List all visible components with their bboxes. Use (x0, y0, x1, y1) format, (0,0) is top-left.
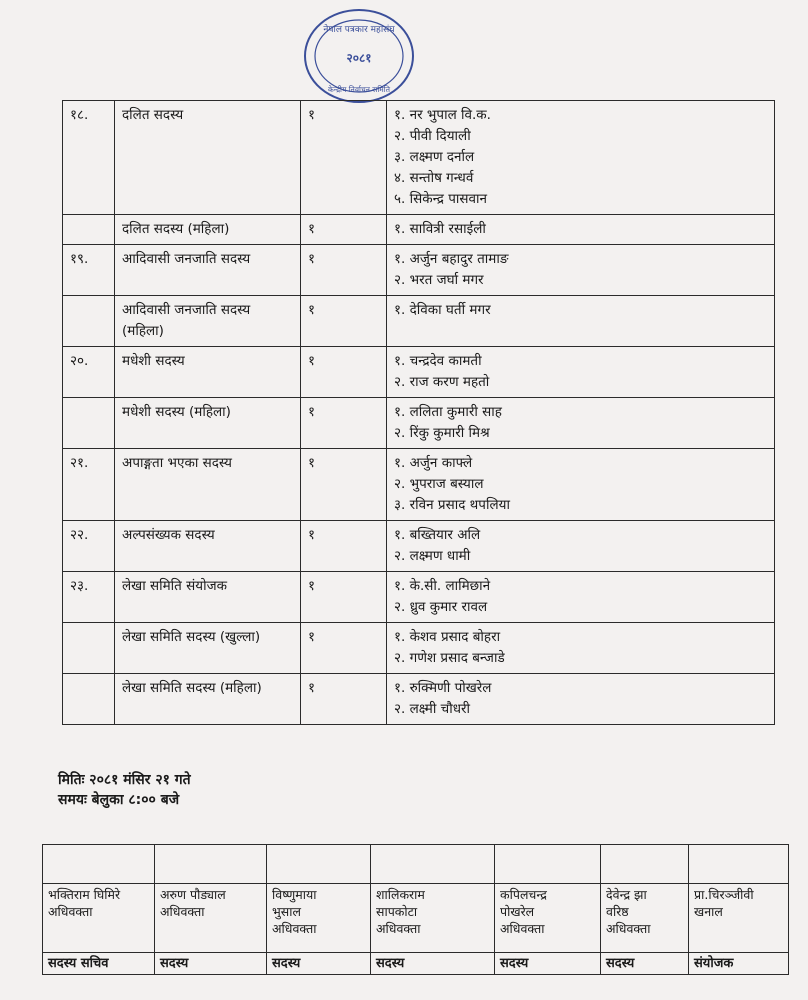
post-cell: लेखा समिति सदस्य (खुल्ला) (115, 623, 301, 674)
seat-count-cell: १ (301, 245, 387, 296)
serial-number-cell: १९. (63, 245, 115, 296)
members-cell (387, 296, 775, 347)
signatory-name-line: अधिवक्ता (272, 921, 317, 936)
members-cell (387, 521, 775, 572)
signature-row (43, 845, 789, 884)
member-name: ३. रविन प्रसाद थपलिया (394, 497, 510, 513)
signatory-role-cell: संयोजक (689, 953, 789, 975)
signatory-name-line: कपिलचन्द्र (500, 887, 547, 902)
member-name: २. ध्रुव कुमार रावल (394, 599, 488, 615)
member-name: १. सावित्री रसाईली (394, 221, 486, 237)
signatory-name-cell (495, 884, 601, 953)
member-name: १. बख्तियार अलि (394, 527, 481, 543)
member-name: २. राज करण महतो (394, 374, 490, 390)
members-cell (387, 449, 775, 521)
member-name: १. ललिता कुमारी साह (394, 404, 502, 420)
seat-count-cell: १ (301, 398, 387, 449)
member-name: २. भुपराज बस्याल (394, 476, 484, 492)
member-name: १. रुक्मिणी पोखरेल (394, 680, 492, 696)
signatory-names-row (43, 884, 789, 953)
signatory-name-line: खनाल (694, 904, 723, 919)
members-cell (387, 398, 775, 449)
post-cell: दलित सदस्य (115, 101, 301, 215)
candidate-table (62, 100, 775, 725)
signatory-name-line: भुसाल (272, 904, 301, 919)
seal-center-text: २०८१ (346, 51, 372, 65)
table-row (63, 572, 775, 623)
member-name: २. गणेश प्रसाद बन्जाडे (394, 650, 505, 666)
signatory-name-line: अधिवक्ता (376, 921, 421, 936)
signatory-roles-row (43, 953, 789, 975)
seal-stamp (300, 6, 418, 106)
signatory-name-line: अधिवक्ता (48, 904, 93, 919)
serial-number-cell (63, 296, 115, 347)
signatory-name-cell (689, 884, 789, 953)
seal-text-bottom: केन्द्रीय निर्वाचन समिति (328, 85, 390, 94)
serial-number-cell: २२. (63, 521, 115, 572)
signatory-name-line: सापकोटा (376, 904, 418, 919)
table-row (63, 347, 775, 398)
signatory-name-line: विष्णुमाया (272, 887, 317, 902)
post-cell: मधेशी सदस्य (महिला) (115, 398, 301, 449)
seat-count-cell: १ (301, 674, 387, 725)
seat-count-cell: १ (301, 101, 387, 215)
table-row (63, 521, 775, 572)
table-row (63, 623, 775, 674)
signatory-name-cell (43, 884, 155, 953)
member-name: १. अर्जुन बहादुर तामाङ (394, 251, 509, 267)
post-cell: मधेशी सदस्य (115, 347, 301, 398)
signatory-name-line: देवेन्द्र झा (606, 887, 647, 902)
signature-space (371, 845, 495, 884)
post-cell: आदिवासी जनजाति सदस्य (115, 245, 301, 296)
signature-space (155, 845, 267, 884)
signatory-name-line: प्रा.चिरञ्जीवी (694, 887, 754, 902)
member-name: २. लक्ष्मण धामी (394, 548, 471, 564)
member-name: ५. सिकेन्द्र पासवान (394, 191, 488, 207)
members-cell (387, 347, 775, 398)
member-name: १. नर भुपाल वि.क. (394, 107, 491, 123)
table-row (63, 449, 775, 521)
members-cell (387, 101, 775, 215)
table-row (63, 296, 775, 347)
table-row (63, 674, 775, 725)
member-name: १. चन्द्रदेव कामती (394, 353, 482, 369)
signatory-name-line: शालिकराम (376, 887, 425, 902)
members-cell (387, 215, 775, 245)
member-name: २. भरत जर्घा मगर (394, 272, 484, 288)
member-name: ४. सन्तोष गन्धर्व (394, 170, 474, 186)
signatory-name-line: पोखरेल (500, 904, 535, 919)
member-name: २. पीवी दियाली (394, 128, 471, 144)
signatory-name-cell (601, 884, 689, 953)
table-row (63, 215, 775, 245)
signatory-role-cell: सदस्य सचिव (43, 953, 155, 975)
signatory-role-cell: सदस्य (495, 953, 601, 975)
date-line: मितिः २०८१ मंसिर २१ गते (58, 772, 191, 788)
signatory-name-cell (267, 884, 371, 953)
serial-number-cell: १८. (63, 101, 115, 215)
signature-space (689, 845, 789, 884)
signatory-name-line: अरुण पौड्याल (160, 887, 226, 902)
signatory-name-cell (155, 884, 267, 953)
members-cell (387, 245, 775, 296)
post-cell: दलित सदस्य (महिला) (115, 215, 301, 245)
table-row (63, 245, 775, 296)
serial-number-cell (63, 674, 115, 725)
members-cell (387, 572, 775, 623)
signatory-role-cell: सदस्य (371, 953, 495, 975)
seat-count-cell: १ (301, 572, 387, 623)
signatory-name-line: अधिवक्ता (500, 921, 545, 936)
seal-text-top: नेपाल पत्रकार महासंघ (323, 25, 395, 35)
member-name: १. केशव प्रसाद बोहरा (394, 629, 501, 645)
member-name: १. के.सी. लामिछाने (394, 578, 491, 594)
members-cell (387, 674, 775, 725)
member-name: २. लक्ष्मी चौधरी (394, 701, 471, 717)
signatory-role-cell: सदस्य (601, 953, 689, 975)
post-cell: लेखा समिति संयोजक (115, 572, 301, 623)
member-name: १. अर्जुन काफ्ले (394, 455, 473, 471)
seat-count-cell: १ (301, 449, 387, 521)
seat-count-cell: १ (301, 296, 387, 347)
member-name: १. देविका घर्ती मगर (394, 302, 491, 318)
seat-count-cell: १ (301, 623, 387, 674)
signatory-name-line: अधिवक्ता (606, 921, 651, 936)
serial-number-cell: २३. (63, 572, 115, 623)
signature-space (601, 845, 689, 884)
post-cell: लेखा समिति सदस्य (महिला) (115, 674, 301, 725)
signatory-role-cell: सदस्य (267, 953, 371, 975)
seat-count-cell: १ (301, 521, 387, 572)
signatory-table (42, 844, 789, 975)
seat-count-cell: १ (301, 215, 387, 245)
signatory-name-line: वरिष्ठ (606, 904, 629, 919)
serial-number-cell: २१. (63, 449, 115, 521)
serial-number-cell (63, 398, 115, 449)
signature-space (495, 845, 601, 884)
signature-space (43, 845, 155, 884)
serial-number-cell: २०. (63, 347, 115, 398)
serial-number-cell (63, 623, 115, 674)
signatory-name-line: अधिवक्ता (160, 904, 205, 919)
post-cell: अल्पसंख्यक सदस्य (115, 521, 301, 572)
signatory-name-cell (371, 884, 495, 953)
signatory-role-cell: सदस्य (155, 953, 267, 975)
signature-space (267, 845, 371, 884)
member-name: २. रिंकु कुमारी मिश्र (394, 425, 490, 441)
signatory-name-line: भक्तिराम घिमिरे (48, 887, 121, 902)
post-cell: आदिवासी जनजाति सदस्य (महिला) (115, 296, 301, 347)
table-row (63, 101, 775, 215)
serial-number-cell (63, 215, 115, 245)
member-name: ३. लक्ष्मण दर्नाल (394, 149, 475, 165)
members-cell (387, 623, 775, 674)
post-cell: अपाङ्गता भएका सदस्य (115, 449, 301, 521)
table-row (63, 398, 775, 449)
seat-count-cell: १ (301, 347, 387, 398)
notice-meta (58, 770, 191, 810)
time-line: समयः बेलुका ८:०० बजे (58, 792, 180, 808)
